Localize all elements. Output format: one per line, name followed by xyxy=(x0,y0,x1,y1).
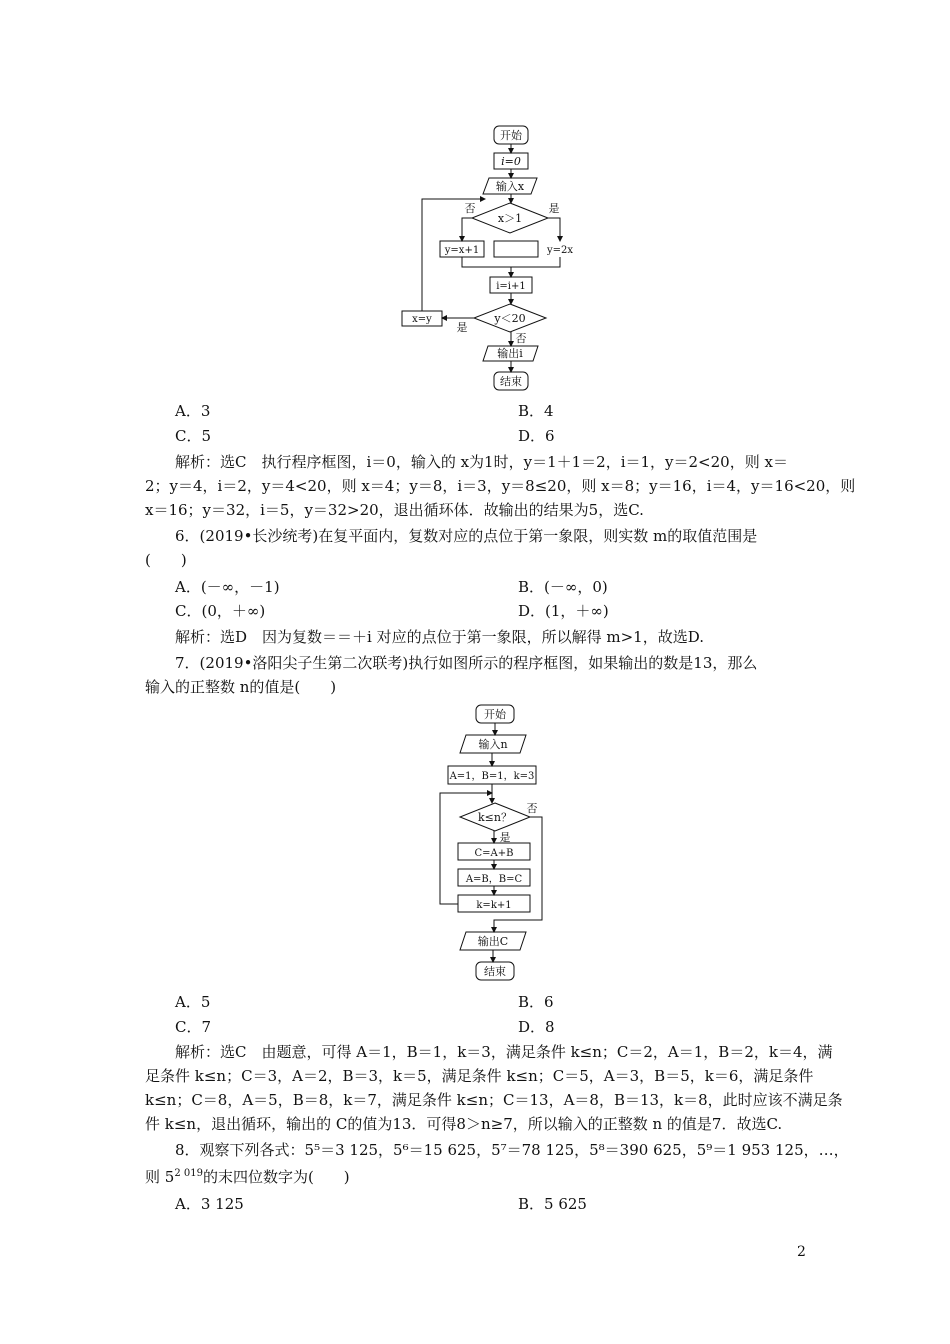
q7-analysis-line-3: k≤n；C＝8，A＝5，B＝8，k＝7，满足条件 k≤n；C＝13，A＝8，B＝13，k＝8，此时应该不满足条 xyxy=(145,1091,843,1109)
q8-option-a: A．3 125 xyxy=(175,1195,244,1213)
q5-option-c: C．5 xyxy=(175,427,212,445)
fc2-output: 输出C xyxy=(477,935,509,948)
fc2-box2: A=B，B=C xyxy=(465,874,523,885)
fc2-start: 开始 xyxy=(484,708,506,721)
q6-option-a: A．(－∞，－1) xyxy=(175,578,280,596)
fc2-init: A=1，B=1，k=3 xyxy=(449,771,535,782)
fc2-yes: 是 xyxy=(499,831,511,844)
q8-option-b: B．5 625 xyxy=(518,1195,587,1213)
q5-option-d: D．6 xyxy=(518,427,555,445)
fc2-end: 结束 xyxy=(484,965,506,978)
flowchart-2 xyxy=(430,700,560,990)
fc2-cond: k≤n？ xyxy=(478,811,512,824)
fc1-cond2: y＜20 xyxy=(494,312,526,325)
q6-stem-line-2: ( ) xyxy=(145,551,187,569)
fc1-yes2: 是 xyxy=(456,321,468,334)
q5-option-b: B．4 xyxy=(518,402,554,420)
q7-stem-line-2: 输入的正整数 n的值是( ) xyxy=(145,678,337,696)
q6-analysis: 解析：选D 因为复数＝＝＋i 对应的点位于第一象限，所以解得 m>1，故选D. xyxy=(175,628,704,646)
q5-analysis-line-3: x＝16；y＝32，i＝5，y＝32>20，退出循环体．故输出的结果为5，选C. xyxy=(145,501,644,519)
fc1-init: i=0 xyxy=(501,155,521,168)
q8-stem-post: 的末四位数字为( ) xyxy=(202,1168,350,1186)
fc1-right-box: y=2x xyxy=(546,245,574,256)
q8-stem-pre: 则 5 xyxy=(145,1168,175,1186)
q7-analysis-line-4: 件 k≤n，退出循环，输出的 C的值为13．可得8＞n≥7，所以输入的正整数 n 的值是7．故选C. xyxy=(145,1115,783,1133)
fc1-start: 开始 xyxy=(500,129,522,142)
q7-stem-line-1: 7．(2019•洛阳尖子生第二次联考)执行如图所示的程序框图，如果输出的数是13，那么 xyxy=(175,654,758,672)
fc1-left-box: y=x+1 xyxy=(444,245,480,256)
q5-option-a: A．3 xyxy=(175,402,211,420)
q5-analysis-line-1: 解析：选C 执行程序框图，i＝0，输入的 x为1时，y＝1＋1＝2，i＝1，y＝2<20，则 x＝ xyxy=(175,453,788,471)
fc1-no2: 否 xyxy=(515,332,527,345)
q7-option-c: C．7 xyxy=(175,1018,212,1036)
q8-stem-line-2 xyxy=(145,1162,350,1189)
q7-option-b: B．6 xyxy=(518,993,554,1011)
q6-option-c: C．(0，＋∞) xyxy=(175,602,266,620)
fc1-cond1: x＞1 xyxy=(497,212,523,225)
fc1-incr: i=i+1 xyxy=(496,281,526,292)
q6-option-d: D．(1，＋∞) xyxy=(518,602,609,620)
flowchart-1 xyxy=(390,120,574,400)
q7-analysis-line-2: 足条件 k≤n；C＝3，A＝2，B＝3，k＝5，满足条件 k≤n；C＝5，A＝3，B＝5，k＝6，满足条件 xyxy=(145,1067,814,1085)
fc1-yes1: 是 xyxy=(548,202,560,215)
q5-analysis-line-2: 2；y＝4，i＝2，y＝4<20，则 x＝4；y＝8，i＝3，y＝8≤20，则 x＝8；y＝16，i＝4，y＝16<20，则 xyxy=(145,477,856,495)
q6-stem-line-1: 6．(2019•长沙统考)在复平面内，复数对应的点位于第一象限，则实数 m的取值范围是 xyxy=(175,527,758,545)
q7-option-a: A．5 xyxy=(175,993,211,1011)
fc1-input: 输入x xyxy=(495,180,525,193)
fc1-output: 输出i xyxy=(497,347,523,360)
page-number: 2 xyxy=(797,1244,806,1260)
fc2-box3: k=k+1 xyxy=(476,900,512,911)
fc2-box1: C=A+B xyxy=(474,848,514,859)
fc1-end: 结束 xyxy=(500,375,522,388)
fc2-input: 输入n xyxy=(478,738,508,751)
q6-option-b: B．(－∞，0) xyxy=(518,578,608,596)
q7-option-d: D．8 xyxy=(518,1018,555,1036)
q7-analysis-line-1: 解析：选C 由题意，可得 A＝1，B＝1，k＝3，满足条件 k≤n；C＝2，A＝1，B＝2，k＝4，满 xyxy=(175,1043,833,1061)
fc1-no1: 否 xyxy=(464,202,476,215)
fc1-assign: x=y xyxy=(412,314,432,325)
q8-exponent: 2 019 xyxy=(174,1168,203,1179)
q8-stem-line-1: 8．观察下列各式：5⁵＝3 125，5⁶＝15 625，5⁷＝78 125，5⁸＝390 625，5⁹＝1 953 125，…， xyxy=(175,1141,849,1159)
fc2-no: 否 xyxy=(526,802,538,815)
